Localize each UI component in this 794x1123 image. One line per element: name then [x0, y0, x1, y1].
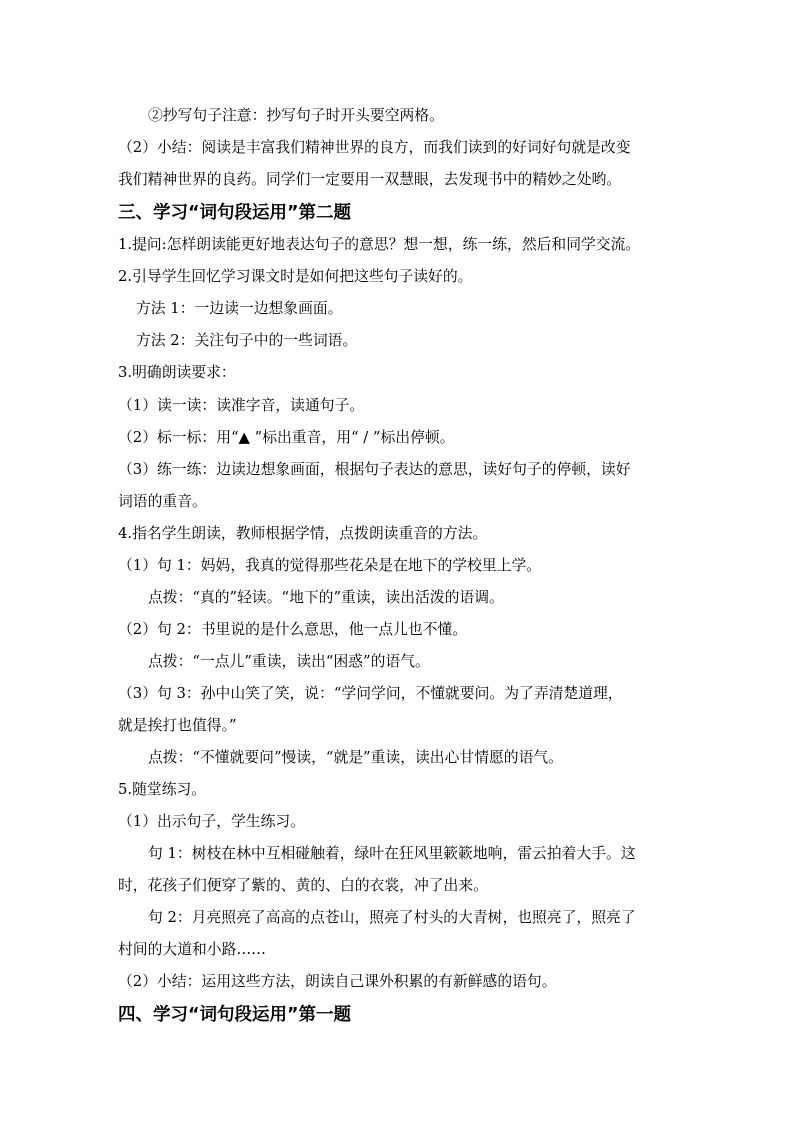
tip-2: 点拨：“一点儿”重读，读出“困惑”的语气。: [148, 653, 430, 670]
sentence-2: （2）句 2：书里说的是什么意思，他一点儿也不懂。: [118, 621, 468, 638]
practice-summary: （2）小结：运用这些方法，朗读自己课外积累的有新鲜感的语句。: [118, 973, 557, 990]
copy-note: ②抄写句子注意：抄写句子时开头要空两格。: [148, 107, 444, 124]
section-heading-3: 三、学习“词句段运用”第二题: [118, 203, 352, 223]
step-2-recall: 2.引导学生回忆学习课文时是如何把这些句子读好的。: [118, 268, 473, 285]
sentence-1: （1）句 1：妈妈，我真的觉得那些花朵是在地下的学校里上学。: [118, 557, 542, 574]
summary-line-1: （2）小结：阅读是丰富我们精神世界的良方，而我们读到的好词好句就是改变: [118, 139, 631, 156]
tip-3: 点拨：“不懂就要问”慢读，“就是”重读，读出心甘情愿的语气。: [148, 749, 563, 766]
method-1: 方法 1：一边读一边想象画面。: [136, 300, 343, 317]
practice-sentence-2-line-2: 村间的大道和小路……: [118, 941, 266, 958]
section-heading-4: 四、学习“词句段运用”第一题: [118, 1005, 352, 1025]
step-5-practice: 5.随堂练习。: [118, 781, 207, 798]
sentence-3-line-1: （3）句 3：孙中山笑了笑，说：“学问学问，不懂就要问。为了弄清楚道理，: [118, 685, 623, 702]
summary-line-2: 我们精神世界的良药。同学们一定要用一双慧眼，去发现书中的精妙之处哟。: [118, 171, 622, 188]
practice-sentence-2-line-1: 句 2：月亮照亮了高高的点苍山，照亮了村头的大青树，也照亮了，照亮了: [148, 909, 636, 926]
sentence-3-line-2: 就是挨打也值得。”: [118, 717, 237, 734]
requirement-practice-line-2: 词语的重音。: [118, 493, 207, 510]
practice-sentence-1-line-2: 时，花孩子们便穿了紫的、黄的、白的衣裳，冲了出来。: [118, 877, 488, 894]
step-1-question: 1.提问:怎样朗读能更好地表达句子的意思？想一想，练一练，然后和同学交流。: [118, 236, 641, 253]
requirement-mark: （2）标一标：用“▲ ”标出重音，用“ / ”标出停顿。: [118, 429, 455, 446]
step-4-reading: 4.指名学生朗读，教师根据学情，点拨朗读重音的方法。: [118, 525, 488, 542]
step-3-requirements: 3.明确朗读要求：: [118, 364, 236, 381]
requirement-read: （1）读一读：读准字音，读通句子。: [118, 397, 365, 414]
method-2: 方法 2：关注句子中的一些词语。: [136, 332, 358, 349]
practice-show: （1）出示句子，学生练习。: [118, 813, 305, 830]
requirement-practice-line-1: （3）练一练：边读边想象画面，根据句子表达的意思，读好句子的停顿，读好: [118, 461, 631, 478]
practice-sentence-1-line-1: 句 1：树枝在林中互相碰触着，绿叶在狂风里簌簌地响，雷云拍着大手。这: [148, 845, 636, 862]
tip-1: 点拨：“真的”轻读。“地下的”重读，读出活泼的语调。: [148, 589, 504, 606]
